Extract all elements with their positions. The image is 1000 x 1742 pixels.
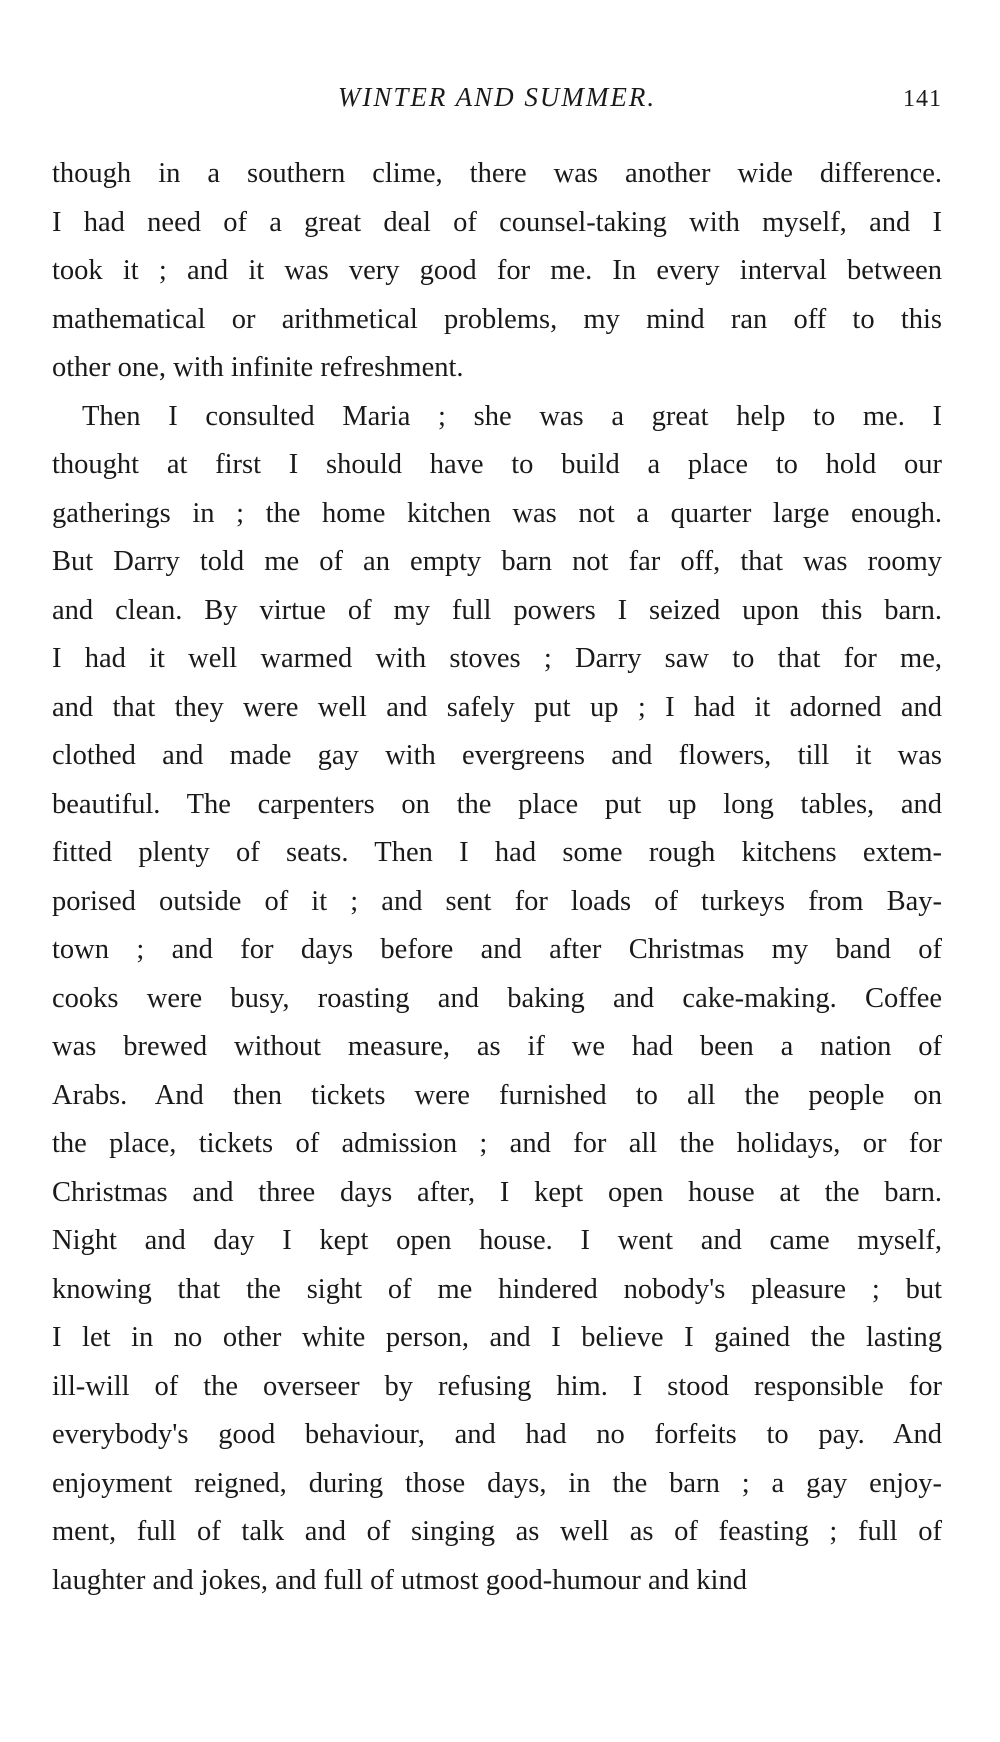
text-line: I let in no other white person, and I believe I gained the lasting: [52, 1322, 942, 1353]
text-line: though in a southern clime, there was another wide difference.: [52, 158, 942, 189]
text-line: knowing that the sight of me hindered nobody's pleasure ; but: [52, 1273, 942, 1305]
text-line: mathematical or arithmetical problems, my mind ran off to this: [52, 303, 942, 335]
text-line: I had need of a great deal of counsel-taking with myself, and I: [52, 206, 942, 238]
text-line: town ; and for days before and after Christmas my band of: [52, 934, 942, 965]
text-line: I had it well warmed with stoves ; Darry saw to that for me,: [52, 643, 942, 674]
text-line: and clean. By virtue of my full powers I seized upon this barn.: [52, 594, 942, 626]
running-head: [52, 82, 942, 118]
text-line: cooks were busy, roasting and baking and cake-making. Coffee: [52, 982, 942, 1014]
text-line: Night and day I kept open house. I went and came myself,: [52, 1225, 942, 1256]
text-line: was brewed without measure, as if we had been a nation of: [52, 1031, 942, 1062]
text-line: fitted plenty of seats. Then I had some rough kitchens extem-: [52, 837, 942, 868]
text-line: Christmas and three days after, I kept open house at the barn.: [52, 1176, 942, 1208]
text-line: clothed and made gay with evergreens and flowers, till it was: [52, 740, 942, 771]
text-line: and that they were well and safely put up ; I had it adorned and: [52, 691, 942, 723]
text-line: ment, full of talk and of singing as well as of feasting ; full of: [52, 1516, 942, 1547]
text-line: Arabs. And then tickets were furnished to all the people on: [52, 1079, 942, 1111]
text-line: everybody's good behaviour, and had no forfeits to pay. And: [52, 1419, 942, 1450]
text-line: took it ; and it was very good for me. In every interval between: [52, 255, 942, 286]
page-number: 141: [903, 86, 942, 112]
text-line: porised outside of it ; and sent for loads of turkeys from Bay-: [52, 885, 942, 917]
body-text: [52, 150, 942, 1605]
text-line: thought at first I should have to build a place to hold our: [52, 449, 942, 480]
text-line: laughter and jokes, and full of utmost good-humour and kind: [52, 1564, 747, 1596]
text-line: But Darry told me of an empty barn not far off, that was roomy: [52, 546, 942, 577]
text-line: beautiful. The carpenters on the place put up long tables, and: [52, 788, 942, 820]
running-title: WINTER AND SUMMER.: [337, 82, 657, 112]
paragraph-2: [52, 393, 942, 1606]
text-line: gatherings in ; the home kitchen was not a quarter large enough.: [52, 497, 942, 529]
text-line: Then I consulted Maria ; she was a great help to me. I: [82, 400, 942, 432]
paragraph-1: [52, 150, 942, 393]
text-line: enjoyment reigned, during those days, in the barn ; a gay enjoy-: [52, 1467, 942, 1499]
text-line: other one, with infinite refreshment.: [52, 352, 464, 383]
text-line: ill-will of the overseer by refusing him. I stood responsible for: [52, 1370, 942, 1402]
text-line: the place, tickets of admission ; and for all the holidays, or for: [52, 1128, 942, 1159]
